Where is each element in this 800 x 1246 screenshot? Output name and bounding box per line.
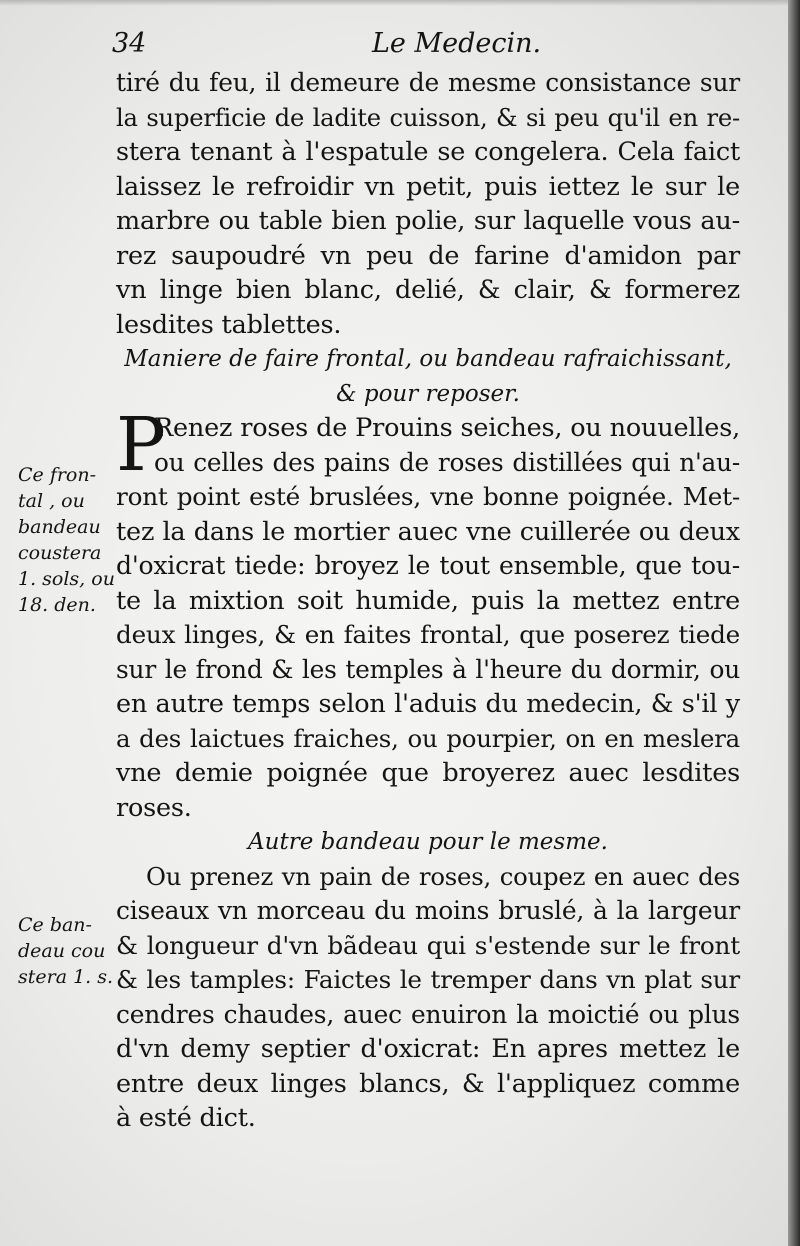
text-line: a des laictues fraiches, ou pourpier, on en meslera <box>116 723 740 753</box>
text-line: te la mixtion soit humide, puis la mettez entre <box>116 585 740 616</box>
page-gutter-shadow <box>788 0 800 1246</box>
text-line: d'oxicrat tiede: broyez le tout ensemble, que tou- <box>116 551 740 580</box>
text-line: roses. <box>116 792 192 823</box>
text-line: tez la dans le mortier auec vne cuillerée ou deux <box>116 516 740 547</box>
text-line: la superficie de ladite cuisson, & si peu qu'il en re- <box>116 103 740 132</box>
section-heading-continued: & pour reposer. <box>336 380 520 407</box>
margin-note-line: coustera <box>18 542 102 564</box>
text-line: & les tamples: Faictes le tremper dans vn plat sur <box>116 965 740 994</box>
paragraph-frontal <box>116 402 740 825</box>
main-text <box>116 66 740 1136</box>
section-heading: Maniere de faire frontal, ou bandeau rafraichissant, <box>124 346 732 372</box>
text-line: ou celles des pains de roses distillées qui n'au- <box>154 447 740 477</box>
margin-note-line: Ce ban- <box>18 914 92 936</box>
margin-note-bandeau-price <box>18 912 114 990</box>
text-line: stera tenant à l'espatule se congelera. Cela faict <box>116 137 740 167</box>
page-top-shadow <box>0 0 800 6</box>
text-line: & longueur d'vn bãdeau qui s'estende sur le front <box>116 930 740 960</box>
text-line: ront point esté bruslées, vne bonne poignée. Met- <box>116 482 740 511</box>
text-line: ciseaux vn morceau du moins bruslé, à la largeur <box>116 896 740 925</box>
running-head: Le Medecin. <box>372 28 542 59</box>
text-line: deux linges, & en faites frontal, que poserez tiede <box>116 620 740 649</box>
margin-note-line: Ce fron- <box>18 464 97 486</box>
text-line: d'vn demy septier d'oxicrat: En apres mettez le <box>116 1034 740 1064</box>
margin-note-line: 1. sols, ou <box>18 568 115 590</box>
text-line: Ou prenez vn pain de roses, coupez en auec des <box>146 861 740 891</box>
text-line: vn linge bien blanc, delié, & clair, & formerez <box>116 275 740 305</box>
text-line: marbre ou table bien polie, sur laquelle vous au- <box>116 206 740 236</box>
text-line: rez saupoudré vn peu de farine d'amidon par <box>116 240 740 271</box>
text-line: tiré du feu, il demeure de mesme consistance sur <box>116 68 740 97</box>
page-header <box>0 28 800 68</box>
margin-note-frontal-price <box>18 462 115 618</box>
text-line: entre deux linges blancs, & l'appliquez comme <box>116 1068 740 1099</box>
margin-note-line: 18. den. <box>18 594 96 616</box>
margin-note-line: stera 1. s. <box>18 966 114 988</box>
margin-note-line: tal , ou <box>18 490 85 512</box>
text-line: cendres chaudes, auec enuiron la moictié ou plus <box>116 999 740 1029</box>
text-line: lesdites tablettes. <box>116 309 342 340</box>
margin-note-line: bandeau <box>18 516 101 538</box>
text-line: vne demie poignée que broyerez auec lesdites <box>116 758 740 788</box>
paragraph-bandeau <box>116 860 740 1136</box>
text-line: à esté dict. <box>116 1103 256 1133</box>
page-number: 34 <box>112 28 147 59</box>
drop-cap: P <box>116 402 166 488</box>
text-line: en autre temps selon l'aduis du medecin, & s'il y <box>116 689 740 719</box>
margin-note-line: deau cou <box>18 940 106 962</box>
text-line: Renez roses de Prouins seiches, ou nouuelles, <box>154 413 740 443</box>
section-heading: Autre bandeau pour le mesme. <box>248 829 608 855</box>
text-line: laissez le refroidir vn petit, puis iettez le sur le <box>116 171 740 202</box>
text-line: sur le frond & les temples à l'heure du dormir, ou <box>116 654 740 684</box>
